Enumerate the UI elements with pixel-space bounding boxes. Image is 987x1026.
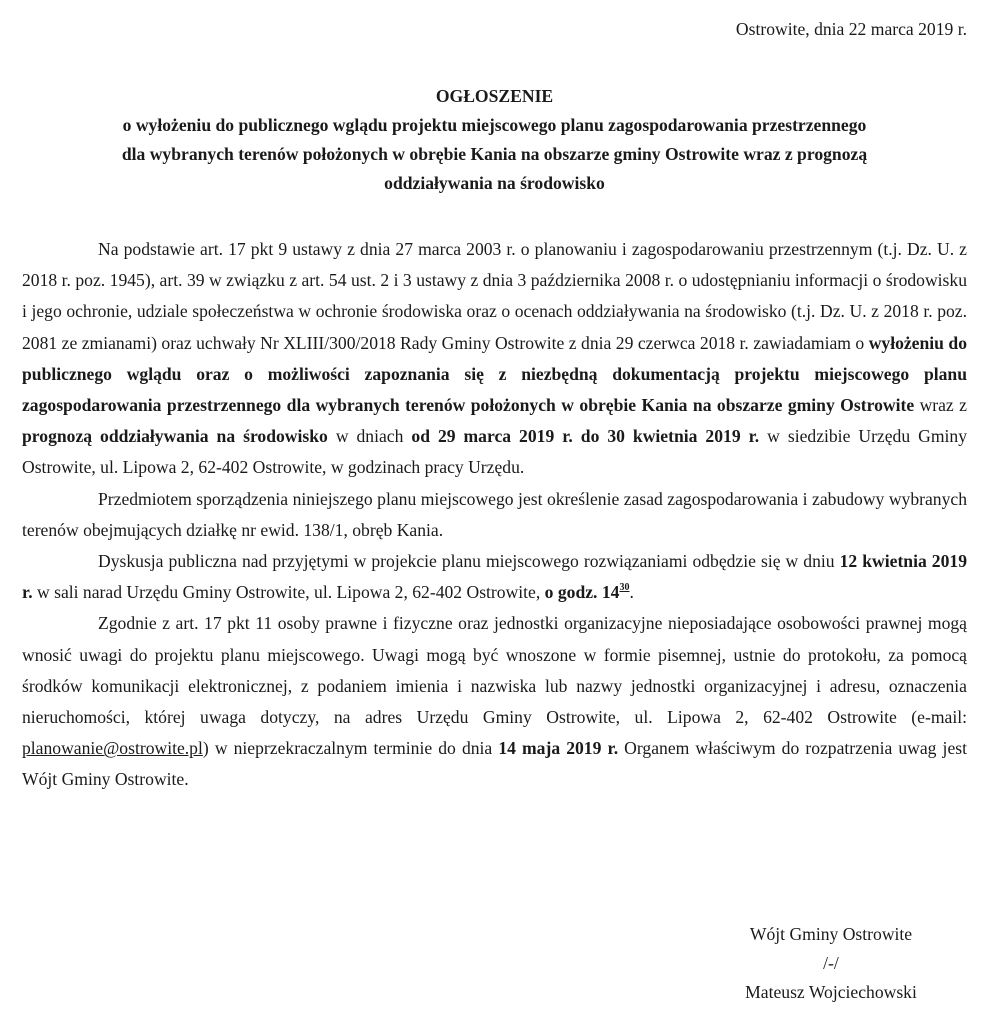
- paragraph-public-discussion: [22, 546, 967, 608]
- paragraph-comments: [22, 608, 967, 795]
- text-span: wraz z: [914, 395, 967, 416]
- paragraph-legal-basis: [22, 234, 967, 484]
- signature-name: Mateusz Wojciechowski: [745, 982, 917, 1002]
- text-span: w dniach: [327, 426, 412, 447]
- text-span: ) w nieprzekraczalnym terminie do dnia: [202, 738, 499, 759]
- text-span: Dyskusja publiczna nad przyjętymi w projekcie planu miejscowego rozwiązaniami odbędzie się w dniu: [98, 551, 840, 572]
- heading-line-3: oddziaływania na środowisko: [384, 173, 605, 193]
- bold-span: o godz. 14: [544, 582, 620, 603]
- bold-span: 12 kwietnia 2019 r.: [22, 551, 967, 603]
- text-span: .: [629, 582, 634, 603]
- time-minutes-superscript: 30: [619, 582, 630, 594]
- bold-span: od 29 marca 2019 r. do 30 kwietnia 2019 r.: [411, 426, 760, 447]
- signature-mark: /-/: [823, 953, 839, 973]
- bold-span: prognozą oddziaływania na środowisko: [22, 426, 328, 447]
- text-span: w sali narad Urzędu Gminy Ostrowite, ul. Lipowa 2, 62-402 Ostrowite,: [32, 582, 545, 603]
- text-span: Organem właściwym do rozpatrzenia uwag jest Wójt Gminy Ostrowite.: [22, 738, 967, 790]
- text-span: Przedmiotem sporządzenia niniejszego planu miejscowego jest określenie zasad zagospodarowania i zabudowy wybranych terenów obejmujących działkę nr ewid. 138/1, obręb Kania.: [22, 488, 967, 540]
- email-link[interactable]: planowanie@ostrowite.pl: [22, 738, 203, 759]
- signature-block: [731, 920, 931, 1007]
- announcement-title: OGŁOSZENIE: [435, 86, 554, 106]
- paragraph-plan-subject: [22, 484, 967, 546]
- heading-line-2: dla wybranych terenów położonych w obrębie Kania na obszarze gminy Ostrowite wraz z prognozą: [121, 144, 868, 164]
- text-span: w siedzibie Urzędu Gminy Ostrowite, ul. Lipowa 2, 62-402 Ostrowite, w godzinach pracy Urzędu.: [22, 426, 967, 478]
- heading-line-1: o wyłożeniu do publicznego wglądu projektu miejscowego planu zagospodarowania przestrzennego: [122, 115, 867, 135]
- announcement-heading: [22, 82, 967, 198]
- date-line: Ostrowite, dnia 22 marca 2019 r.: [735, 19, 967, 39]
- text-span: Na podstawie art. 17 pkt 9 ustawy z dnia 27 marca 2003 r. o planowaniu i zagospodarowaniu przestrzennym (t.j. Dz. U. z 2018 r. poz. 1945), art. 39 w związku z art. 54 ust. 2 i 3 ustawy z dnia 3 października 2008 r. o udostępnianiu informacji o środowisku i jego ochronie, udziale społeczeństwa w ochronie środowiska oraz o ocenach oddziaływania na środowisko (t.j. Dz. U. z 2018 r. poz. 2081 ze zmianami) oraz uchwały Nr XLIII/300/2018 Rady Gminy Ostrowite z dnia 29 czerwca 2018 r. zawiadamiam o: [22, 239, 967, 353]
- bold-span: wyłożeniu do publicznego wglądu oraz o możliwości zapoznania się z niezbędną dokumentacją projektu miejscowego planu zagospodarowania przestrzennego dla wybranych terenów położonych w obrębie Kania na obszarze gminy Ostrowite: [22, 332, 967, 416]
- announcement-body: [22, 234, 967, 796]
- bold-span: 14 maja 2019 r.: [498, 738, 619, 759]
- signature-office: Wójt Gminy Ostrowite: [749, 924, 913, 944]
- text-span: Zgodnie z art. 17 pkt 11 osoby prawne i fizyczne oraz jednostki organizacyjne nieposiadające osobowości prawnej mogą wnosić uwagi do projektu planu miejscowego. Uwagi mogą być wnoszone w formie pisemnej, ustnie do protokołu, za pomocą środków komunikacji elektronicznej, z podaniem imienia i nazwiska lub nazwy jednostki organizacyjnej i adresu, oznaczenia nieruchomości, której uwaga dotyczy, na adres Urzędu Gminy Ostrowite, ul. Lipowa 2, 62-402 Ostrowite (e-mail:: [22, 613, 967, 728]
